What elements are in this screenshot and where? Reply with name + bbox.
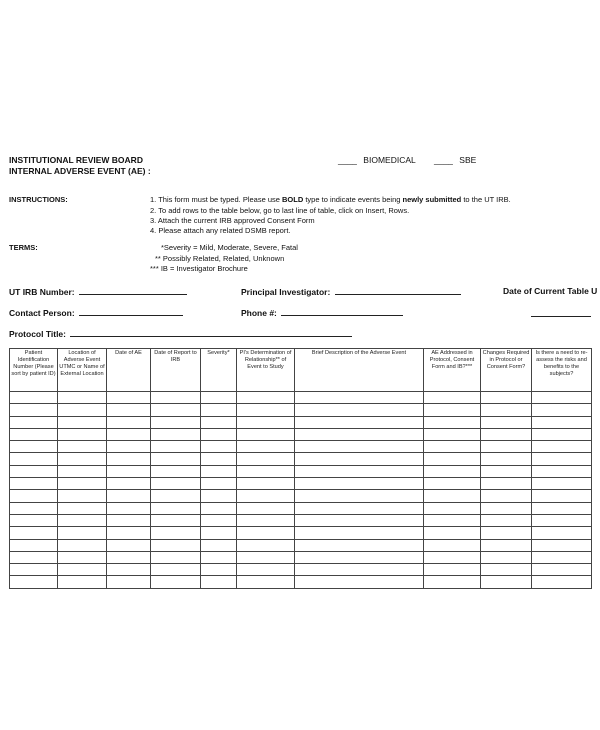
instructions-label: INSTRUCTIONS:	[9, 195, 68, 204]
table-cell[interactable]	[107, 416, 151, 428]
table-cell[interactable]	[481, 564, 532, 576]
table-cell[interactable]	[151, 453, 201, 465]
table-cell[interactable]	[532, 478, 592, 490]
table-cell[interactable]	[58, 564, 107, 576]
phone-line[interactable]	[281, 307, 403, 316]
table-cell[interactable]	[295, 502, 424, 514]
table-cell[interactable]	[532, 576, 592, 588]
table-cell[interactable]	[58, 502, 107, 514]
table-cell[interactable]	[151, 502, 201, 514]
table-cell[interactable]	[151, 416, 201, 428]
table-cell[interactable]	[201, 478, 237, 490]
table-cell[interactable]	[58, 441, 107, 453]
table-cell[interactable]	[424, 502, 481, 514]
contact-person-field[interactable]	[9, 307, 183, 318]
irb-number-label: UT IRB Number:	[9, 287, 75, 297]
table-cell[interactable]	[10, 392, 58, 404]
table-cell[interactable]	[481, 502, 532, 514]
instruction-line-1	[150, 195, 511, 204]
table-row	[10, 441, 592, 453]
table-cell[interactable]	[201, 539, 237, 551]
col-header: AE Addressed in Protocol, Consent Form and IB?***	[424, 349, 481, 392]
table-cell[interactable]	[10, 490, 58, 502]
table-row	[10, 551, 592, 563]
table-cell[interactable]	[237, 478, 295, 490]
instruction-1-text-c: to the UT IRB.	[461, 195, 511, 204]
table-row	[10, 465, 592, 477]
table-cell[interactable]	[201, 502, 237, 514]
table-cell[interactable]	[532, 502, 592, 514]
table-cell[interactable]	[481, 441, 532, 453]
table-row	[10, 527, 592, 539]
table-row	[10, 490, 592, 502]
instruction-line-2: 2. To add rows to the table below, go to last line of table, click on Insert, Rows.	[150, 206, 410, 215]
table-cell[interactable]	[295, 551, 424, 563]
table-cell[interactable]	[295, 478, 424, 490]
table-cell[interactable]	[107, 392, 151, 404]
table-cell[interactable]	[58, 539, 107, 551]
table-cell[interactable]	[532, 392, 592, 404]
table-cell[interactable]	[295, 490, 424, 502]
table-cell[interactable]	[201, 392, 237, 404]
table-row	[10, 404, 592, 416]
table-cell[interactable]	[481, 453, 532, 465]
table-cell[interactable]	[201, 404, 237, 416]
table-cell[interactable]	[424, 514, 481, 526]
col-header: Severity*	[201, 349, 237, 392]
form-title-line1: INSTITUTIONAL REVIEW BOARD	[9, 155, 143, 165]
table-cell[interactable]	[10, 441, 58, 453]
table-cell[interactable]	[151, 441, 201, 453]
principal-investigator-field[interactable]	[241, 286, 461, 297]
table-cell[interactable]	[237, 416, 295, 428]
table-cell[interactable]	[481, 428, 532, 440]
table-cell[interactable]	[237, 514, 295, 526]
sbe-option[interactable]	[434, 155, 476, 165]
table-cell[interactable]	[58, 428, 107, 440]
table-body	[10, 392, 592, 589]
table-cell[interactable]	[424, 392, 481, 404]
table-cell[interactable]	[424, 564, 481, 576]
table-cell[interactable]	[107, 564, 151, 576]
table-cell[interactable]	[481, 416, 532, 428]
table-cell[interactable]	[532, 465, 592, 477]
table-cell[interactable]	[58, 490, 107, 502]
table-cell[interactable]	[424, 465, 481, 477]
table-cell[interactable]	[201, 551, 237, 563]
table-row	[10, 514, 592, 526]
table-cell[interactable]	[481, 392, 532, 404]
table-cell[interactable]	[107, 527, 151, 539]
table-cell[interactable]	[295, 416, 424, 428]
table-cell[interactable]	[10, 502, 58, 514]
table-cell[interactable]	[532, 527, 592, 539]
table-row	[10, 502, 592, 514]
table-cell[interactable]	[151, 539, 201, 551]
table-cell[interactable]	[424, 453, 481, 465]
table-row	[10, 428, 592, 440]
table-cell[interactable]	[151, 564, 201, 576]
table-cell[interactable]	[424, 416, 481, 428]
table-row	[10, 539, 592, 551]
table-cell[interactable]	[201, 465, 237, 477]
table-row	[10, 392, 592, 404]
table-cell[interactable]	[481, 478, 532, 490]
table-cell[interactable]	[58, 453, 107, 465]
table-cell[interactable]	[58, 392, 107, 404]
table-cell[interactable]	[201, 453, 237, 465]
biomedical-blank: ____	[338, 155, 357, 165]
table-cell[interactable]	[10, 539, 58, 551]
table-cell[interactable]	[151, 465, 201, 477]
table-cell[interactable]	[237, 465, 295, 477]
table-cell[interactable]	[58, 514, 107, 526]
date-current-table-label: Date of Current Table U	[503, 286, 598, 296]
table-cell[interactable]	[201, 576, 237, 588]
table-cell[interactable]	[481, 490, 532, 502]
table-cell[interactable]	[237, 576, 295, 588]
table-cell[interactable]	[201, 416, 237, 428]
table-cell[interactable]	[424, 527, 481, 539]
table-cell[interactable]	[107, 441, 151, 453]
table-cell[interactable]	[295, 527, 424, 539]
table-cell[interactable]	[237, 404, 295, 416]
col-header: Patient Identification Number (Please sort by patient ID)	[10, 349, 58, 392]
table-cell[interactable]	[107, 428, 151, 440]
instruction-1-bold-phrase: newly submitted	[402, 195, 462, 204]
table-row	[10, 576, 592, 588]
protocol-title-label: Protocol Title:	[9, 329, 66, 339]
table-cell[interactable]	[424, 478, 481, 490]
table-cell[interactable]	[10, 576, 58, 588]
table-cell[interactable]	[237, 502, 295, 514]
table-cell[interactable]	[532, 514, 592, 526]
table-cell[interactable]	[201, 441, 237, 453]
table-cell[interactable]	[237, 564, 295, 576]
table-cell[interactable]	[532, 416, 592, 428]
table-cell[interactable]	[10, 527, 58, 539]
sbe-label: SBE	[459, 155, 477, 165]
table-cell[interactable]	[58, 465, 107, 477]
instruction-1-bold-word: BOLD	[282, 195, 304, 204]
table-cell[interactable]	[201, 428, 237, 440]
table-cell[interactable]	[532, 539, 592, 551]
table-cell[interactable]	[107, 576, 151, 588]
table-cell[interactable]	[107, 478, 151, 490]
table-cell[interactable]	[201, 527, 237, 539]
table-cell[interactable]	[295, 564, 424, 576]
col-header: Location of Adverse Event UTMC or Name of External Location	[58, 349, 107, 392]
table-cell[interactable]	[10, 453, 58, 465]
table-cell[interactable]	[10, 478, 58, 490]
table-cell[interactable]	[237, 539, 295, 551]
table-cell[interactable]	[295, 392, 424, 404]
table-cell[interactable]	[481, 527, 532, 539]
table-cell[interactable]	[107, 490, 151, 502]
phone-field[interactable]	[241, 307, 403, 318]
table-cell[interactable]	[107, 465, 151, 477]
contact-person-line[interactable]	[79, 307, 183, 316]
instruction-1-text-a: 1. This form must be typed. Please use	[150, 195, 283, 204]
table-cell[interactable]	[151, 404, 201, 416]
table-cell[interactable]	[151, 514, 201, 526]
table-cell[interactable]	[424, 539, 481, 551]
table-cell[interactable]	[237, 441, 295, 453]
table-cell[interactable]	[295, 539, 424, 551]
table-cell[interactable]	[237, 453, 295, 465]
col-header: Is there a need to re-assess the risks and benefits to the subjects?	[532, 349, 592, 392]
table-cell[interactable]	[295, 514, 424, 526]
biomedical-option[interactable]	[338, 155, 416, 165]
biomedical-label: BIOMEDICAL	[363, 155, 416, 165]
table-cell[interactable]	[107, 502, 151, 514]
table-cell[interactable]	[532, 490, 592, 502]
table-cell[interactable]	[237, 490, 295, 502]
table-cell[interactable]	[237, 527, 295, 539]
col-header: Date of AE	[107, 349, 151, 392]
table-row	[10, 564, 592, 576]
table-cell[interactable]	[58, 478, 107, 490]
form-title-line2: INTERNAL ADVERSE EVENT (AE) :	[9, 166, 151, 176]
table-row	[10, 416, 592, 428]
table-cell[interactable]	[151, 478, 201, 490]
instruction-line-3: 3. Attach the current IRB approved Consent Form	[150, 216, 315, 225]
table-cell[interactable]	[237, 392, 295, 404]
principal-investigator-line[interactable]	[335, 286, 461, 295]
col-header: Brief Description of the Adverse Event	[295, 349, 424, 392]
table-cell[interactable]	[58, 416, 107, 428]
table-header-row	[10, 349, 592, 392]
table-cell[interactable]	[532, 441, 592, 453]
terms-line-2: ** Possibly Related, Related, Unknown	[155, 254, 285, 263]
table-cell[interactable]	[424, 428, 481, 440]
table-cell[interactable]	[532, 404, 592, 416]
table-cell[interactable]	[295, 453, 424, 465]
table-cell[interactable]	[532, 453, 592, 465]
phone-label: Phone #:	[241, 308, 277, 318]
table-cell[interactable]	[424, 576, 481, 588]
table-cell[interactable]	[532, 428, 592, 440]
table-cell[interactable]	[107, 453, 151, 465]
table-cell[interactable]	[201, 564, 237, 576]
table-cell[interactable]	[10, 416, 58, 428]
terms-label: TERMS:	[9, 243, 38, 252]
table-cell[interactable]	[107, 404, 151, 416]
contact-person-label: Contact Person:	[9, 308, 75, 318]
table-cell[interactable]	[237, 428, 295, 440]
table-cell[interactable]	[10, 514, 58, 526]
irb-number-line[interactable]	[79, 286, 187, 295]
table-cell[interactable]	[481, 404, 532, 416]
table-cell[interactable]	[532, 551, 592, 563]
table-cell[interactable]	[58, 527, 107, 539]
protocol-title-field[interactable]	[9, 328, 352, 339]
table-row	[10, 453, 592, 465]
table-cell[interactable]	[295, 465, 424, 477]
table-cell[interactable]	[107, 539, 151, 551]
principal-investigator-label: Principal Investigator:	[241, 287, 331, 297]
col-header: PI's Determination of Relationship** of Event to Study	[237, 349, 295, 392]
terms-line-1: *Severity = Mild, Moderate, Severe, Fatal	[161, 243, 298, 252]
table-cell[interactable]	[532, 564, 592, 576]
table-cell[interactable]	[151, 527, 201, 539]
table-cell[interactable]	[424, 404, 481, 416]
date-current-table-line[interactable]	[531, 309, 591, 317]
table-cell[interactable]	[237, 551, 295, 563]
table-cell[interactable]	[201, 490, 237, 502]
table-cell[interactable]	[424, 490, 481, 502]
table-cell[interactable]	[424, 551, 481, 563]
adverse-event-table	[9, 348, 592, 589]
table-cell[interactable]	[58, 404, 107, 416]
table-row	[10, 478, 592, 490]
irb-number-field[interactable]	[9, 286, 187, 297]
table-cell[interactable]	[481, 465, 532, 477]
table-cell[interactable]	[481, 576, 532, 588]
table-cell[interactable]	[295, 576, 424, 588]
table-cell[interactable]	[10, 428, 58, 440]
table-cell[interactable]	[151, 551, 201, 563]
table-cell[interactable]	[10, 465, 58, 477]
table-cell[interactable]	[151, 576, 201, 588]
table-cell[interactable]	[151, 490, 201, 502]
col-header: Date of Report to IRB	[151, 349, 201, 392]
sbe-blank: ____	[434, 155, 453, 165]
table-cell[interactable]	[10, 551, 58, 563]
table-cell[interactable]	[151, 428, 201, 440]
table-cell[interactable]	[295, 428, 424, 440]
table-cell[interactable]	[58, 551, 107, 563]
terms-line-3: *** IB = Investigator Brochure	[150, 264, 248, 273]
table-cell[interactable]	[58, 576, 107, 588]
col-header: Changes Required in Protocol or Consent Form?	[481, 349, 532, 392]
table-cell[interactable]	[151, 392, 201, 404]
table-cell[interactable]	[481, 539, 532, 551]
table-cell[interactable]	[295, 441, 424, 453]
table-cell[interactable]	[10, 564, 58, 576]
protocol-title-line[interactable]	[70, 328, 352, 337]
instruction-1-text-b: type to indicate events being	[303, 195, 403, 204]
instruction-line-4: 4. Please attach any related DSMB report.	[150, 226, 291, 235]
table-cell[interactable]	[424, 441, 481, 453]
table-cell[interactable]	[107, 551, 151, 563]
table-cell[interactable]	[295, 404, 424, 416]
table-cell[interactable]	[481, 514, 532, 526]
table-cell[interactable]	[481, 551, 532, 563]
table-cell[interactable]	[107, 514, 151, 526]
table-cell[interactable]	[201, 514, 237, 526]
table-cell[interactable]	[10, 404, 58, 416]
